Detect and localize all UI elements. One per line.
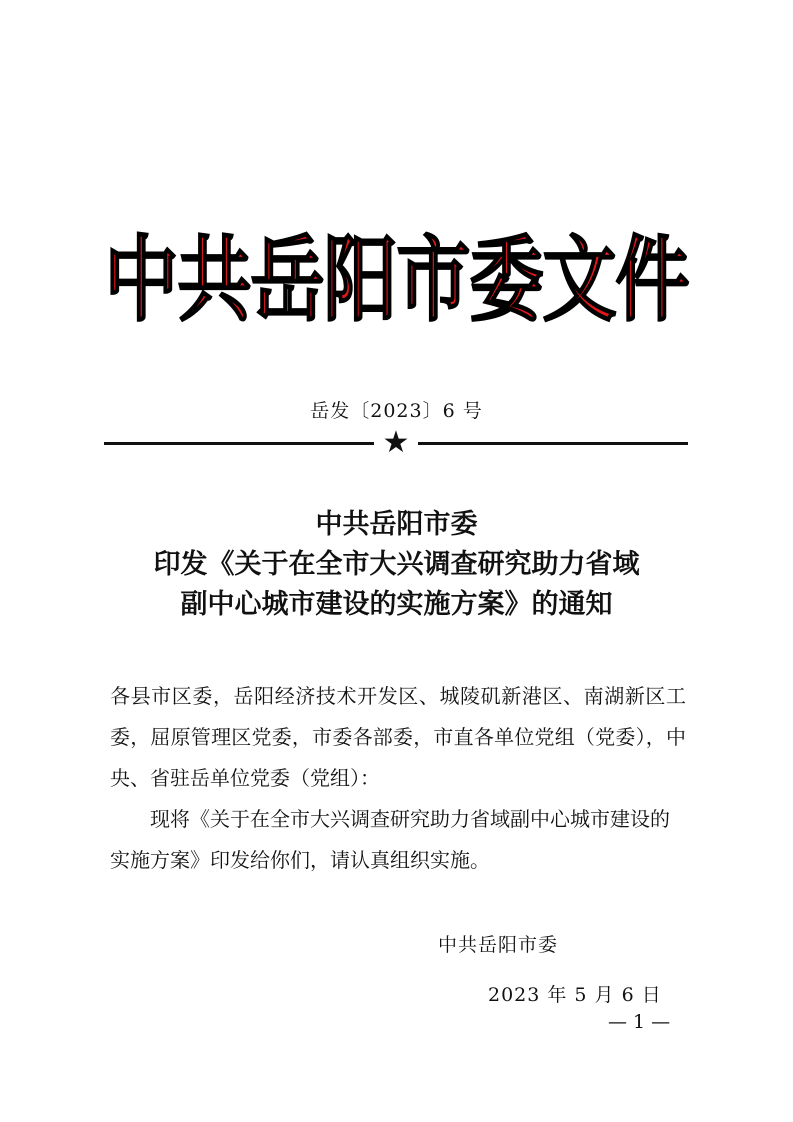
document-number: 岳发〔2023〕6 号 [310,400,483,422]
title-line: 副中心城市建设的实施方案》的通知 [180,589,613,620]
header-divider [104,425,688,460]
signing-date: 2023 年 5 月 6 日 [488,984,662,1006]
page-number: — 1 — [608,1011,671,1033]
divider-line-left [104,442,374,445]
addressee: 各县市区委，岳阳经济技术开发区、城陵矶新港区、南湖新区工委，屈原管理区党委，市委各部委，市直各单位党组（党委），中央、省驻岳单位党委（党组）： [110,684,686,790]
notice-title [0,505,793,625]
title-line: 印发《关于在全市大兴调查研究助力省域 [153,549,640,580]
title-line: 中共岳阳市委 [315,509,478,540]
notice-body [110,676,686,881]
document-masthead: 中共岳阳市委文件 [104,226,689,335]
body-paragraph: 现将《关于在全市大兴调查研究助力省域副中心城市建设的实施方案》印发给你们，请认真组织实施。 [110,807,670,872]
signing-organization: 中共岳阳市委 [438,934,559,956]
divider-line-right [418,442,688,445]
star-icon: ★ [382,425,410,460]
